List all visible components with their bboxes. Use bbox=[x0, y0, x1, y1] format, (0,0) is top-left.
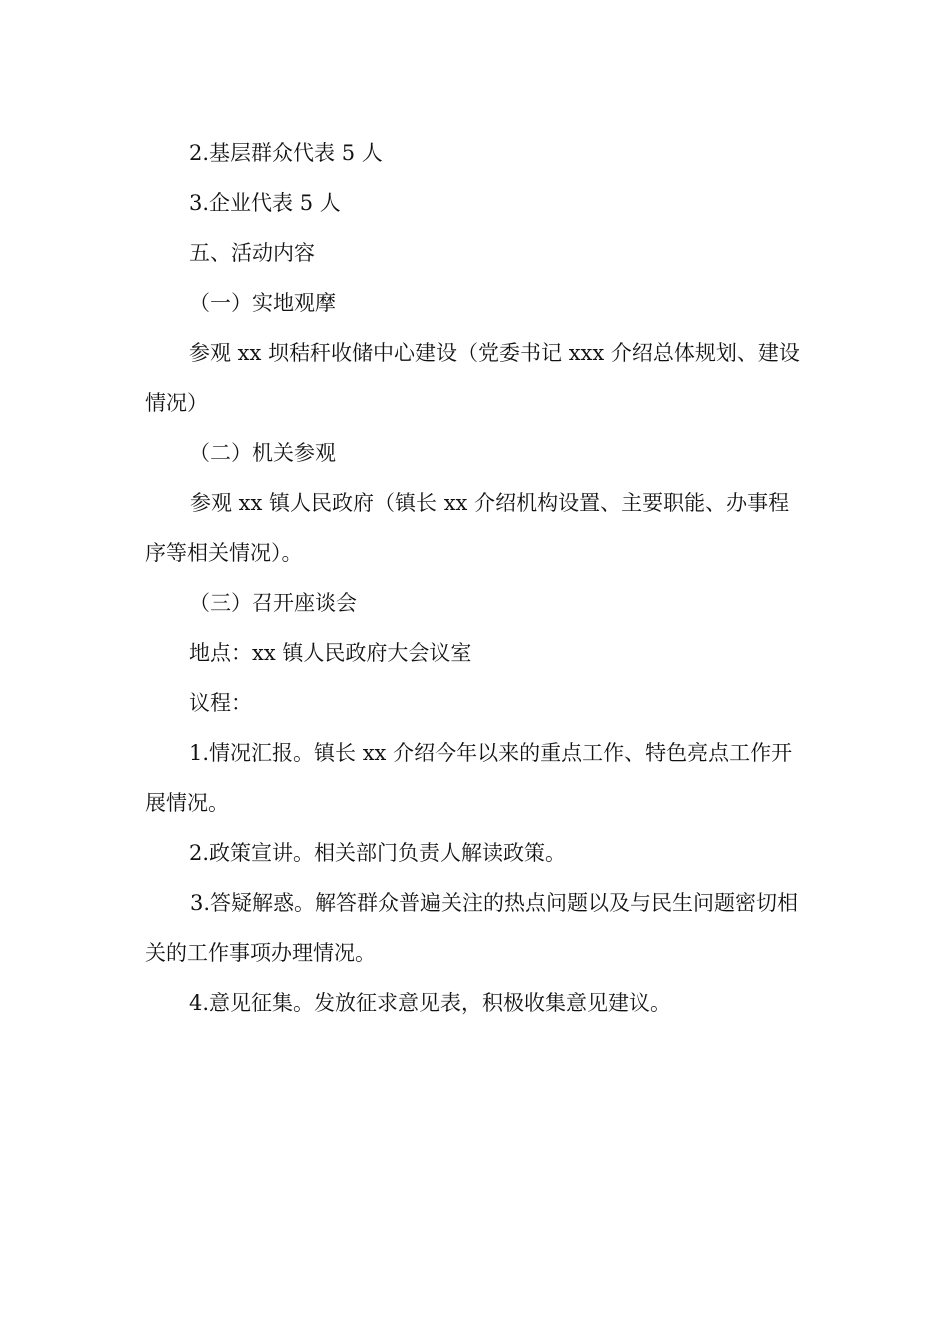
paragraph-office-visit: 参观 xx 镇人民政府（镇长 xx 介绍机构设置、主要职能、办事程序等相关情况）。 bbox=[145, 491, 790, 565]
agenda-item-qa: 3.答疑解惑。解答群众普遍关注的热点问题以及与民生问题密切相关的工作事项办理情况。 bbox=[145, 891, 799, 965]
subheading-office-visit: （二）机关参观 bbox=[189, 441, 336, 465]
paragraph-participants-enterprise: 3.企业代表 5 人 bbox=[189, 191, 341, 215]
paragraph-site-visit: 参观 xx 坝秸秆收储中心建设（党委书记 xxx 介绍总体规划、建设情况） bbox=[145, 341, 800, 415]
paragraph-location: 地点：xx 镇人民政府大会议室 bbox=[189, 641, 472, 665]
agenda-item-feedback: 4.意见征集。发放征求意见表，积极收集意见建议。 bbox=[189, 991, 672, 1015]
section-heading-activities: 五、活动内容 bbox=[189, 241, 315, 265]
paragraph-agenda-label: 议程： bbox=[189, 691, 252, 715]
agenda-item-policy: 2.政策宣讲。相关部门负责人解读政策。 bbox=[189, 841, 567, 865]
document-body bbox=[145, 128, 809, 1028]
paragraph-participants-grassroots: 2.基层群众代表 5 人 bbox=[189, 141, 383, 165]
agenda-item-report: 1.情况汇报。镇长 xx 介绍今年以来的重点工作、特色亮点工作开展情况。 bbox=[145, 741, 793, 815]
subheading-site-visit: （一）实地观摩 bbox=[189, 291, 336, 315]
subheading-symposium: （三）召开座谈会 bbox=[189, 591, 357, 615]
